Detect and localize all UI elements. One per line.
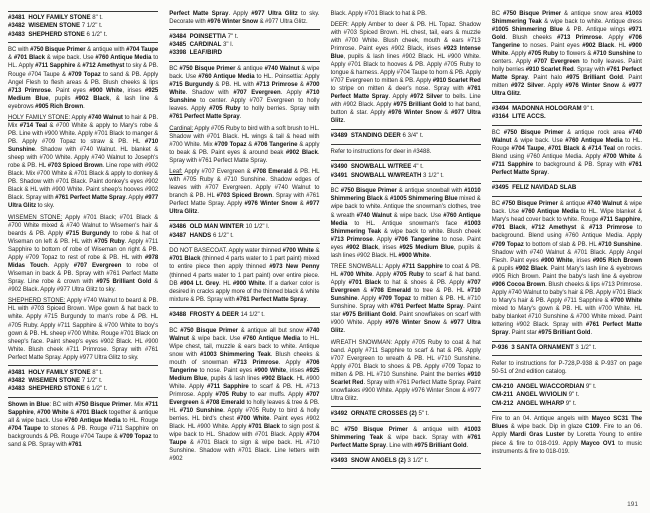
instruction-paragraph: Black. Apply #701 Black to hat & PB.	[330, 10, 427, 17]
instruction-paragraph: BC with #750 Bisque Primer & antique with #704 Taupe & #701 Black & wipe back. Use #760 Antique Media to HL. Apply #711 Sapphire & #712 Amethyst to sky & PB. Rouge #704 Taupe & #709 Topaz to sand & PB. Apply Angel Flesh to flesh areas & PB. Blush cheeks & lips #713 Primrose. Paint eyes #900 White, irises #925 Medium Blue, pupils #902 Black, & lash line & eyebrows #905 Rich Brown.	[8, 47, 159, 110]
item-header: #3491 SNOWBALL W/WREATH 3 1/2" t.	[330, 171, 444, 179]
item-header-block	[331, 160, 481, 184]
item-size: 9" t.	[568, 391, 580, 399]
instruction-paragraph: Shown in Blue: BC with #750 Bisque Primer. Mix #711 Sapphire, #700 White & #701 Black together & antique all & wipe back. Use #760 Antique Media to HL. Rouge #704 Taupe to stones & PB. Rouge #711 Sapphire on backgrounds & PB. Rouge #704 Taupe & #709 Topaz to sand & PB. Spray with #761	[8, 402, 159, 449]
item-header: #3482 WISEMEN STONE 7 1/2" t.	[8, 377, 103, 385]
instruction-paragraph: Fire to an 04. Antique angels with Mayco SC31 The Blues & wipe back. Dip in glaze C109. Fire to an 06. Apply Mardi Gras Luster by Loretta Young to entire piece & fire to 018-019. Apply Mayco OV1 to music instruments & fire to 018-019.	[491, 416, 642, 455]
item-size: 3" l.	[222, 40, 234, 48]
item-header: #3485 CARDINAL 3" l.	[169, 40, 234, 48]
instruction-paragraph: Leaf: Apply #707 Evergreen & #708 Emerald & PB. HL with #705 Ruby & #710 Sunshine. Shadow edges of leaves with #707 Evergreen. Apply #740 Walnut to branch & PB. HL #703 Spiced Brown. Spray with #761 Perfect Matte Spray. Apply #976 Winter Snow & #977 Ultra Glitz.	[169, 169, 320, 216]
instruction-paragraph: BC #750 Bisque Primer & antique rock area #740 Walnut & wipe back. Use #760 Antique Media to HL. Rouge #704 Taupe, #701 Black & #714 Teal on rocks. Blend using #760 Antique Media. Apply #700 White & #711 Sapphire to background & PB. Spray with #761 Perfect Matte Spray.	[491, 130, 642, 177]
item-header-block	[492, 181, 642, 197]
item-header: #3484 POINSETTIA 7" t.	[169, 32, 239, 40]
instruction-paragraph: Perfect Matte Spray. Apply #977 Ultra Glitz to sky. Decorate with #976 Winter Snow & #977 Ultra Glitz.	[169, 10, 320, 25]
item-size: 7" t.	[227, 32, 239, 40]
item-size: 8" t.	[92, 368, 103, 376]
text-column-3	[331, 7, 481, 509]
item-header: CM-211 ANGEL W/VIOLIN 9" t.	[491, 391, 580, 399]
instruction-paragraph: Refer to instructions for deer in #3488.	[330, 149, 432, 156]
item-size: 14 1/2" t.	[240, 310, 265, 318]
item-header: P-936 3 SANTA ORNAMENT 3 1/2" t.	[491, 344, 597, 352]
item-header-block	[492, 379, 642, 411]
instruction-paragraph: TREE SNOWBALL: Apply #711 Sapphire to coat & PB. HL #700 White. Apply #705 Ruby to scarf & hat band. Apply #701 Black to hat & shoes & PB. Apply #707 Evergreen & #708 Emerald to tree & PB. HL #710 Sunshine. Apply #709 Topaz to mitten & PB. HL #710 Sunshine. Spray with #761 Perfect Matte Spray. Paint star #975 Brilliant Gold. Paint snowflakes on scarf with #900 White. Apply #976 Winter Snow & #977 Ultra Glitz.	[330, 263, 481, 335]
item-header: #3483 SHEPHERD STONE 6 1/2" t.	[8, 385, 108, 393]
item-header: #3481 HOLY FAMILY STONE 8" t.	[8, 14, 103, 21]
item-size: 9" t.	[565, 399, 577, 407]
item-header: #3487 HANDS 6 1/2" t.	[169, 231, 234, 239]
item-header: #3481 HOLY FAMILY STONE 8" t.	[8, 368, 103, 376]
item-size: 3 1/2" t.	[407, 456, 429, 464]
item-header-block	[169, 220, 319, 244]
item-size: 8" t.	[92, 14, 103, 21]
item-size: 6 1/2" t.	[212, 231, 234, 239]
item-header-block	[492, 102, 642, 126]
instruction-paragraph: BC #750 Bisque Primer & antique all but snow #740 Walnut & wipe back. Use #760 Antique Media to HL. Wipe chest, tail, muzzle & ears back to white. Antique snow with #1003 Shimmering Teak. Blush cheeks & mouth of snowman #713 Primrose. Apply #706 Tangerine to nose. Paint eyes #900 White, irises #925 Medium Blue, pupils & lash lines #902 Black. HL #900 White. Apply #711 Sapphire to scarf & PB. HL #713 Primrose. Apply #705 Ruby to ear muffs. Apply #707 Evergreen & #708 Emerald to holly leaves & tree & PB. HL #710 Sunshine. Apply #705 Ruby to bird & holly berries. HL bird's chest #700 White. Paint eyes #902 Black. HL #900 White. Apply #701 Black to sign post & wipe back to HL. Shadow with #701 Black. Apply #704 Taupe & #701 Black to sign & wipe back. HL #710 Sunshine. Shadow with #701 Black. Line letters with #902	[169, 327, 320, 463]
item-size: 10 1/2" l.	[245, 223, 270, 231]
item-size: 6 1/2" t.	[86, 30, 108, 38]
item-header: #3490 SNOWBALL W/TREE 4" t.	[330, 163, 424, 171]
instruction-paragraph: BC #750 Bisque Primer & antique with #1003 Shimmering Teak & wipe back. Spray with #761 Perfect Matte Spray. Line with #975 Brilliant Gold.	[330, 426, 481, 449]
item-size: 3 1/2" t.	[423, 171, 444, 179]
page-number: 191	[627, 501, 638, 508]
text-column-1	[8, 7, 158, 509]
item-size: 7 1/2" t.	[81, 22, 103, 30]
instruction-paragraph: SHEPHERD STONE: Apply #740 Walnut to beard & PB. HL with #703 Spiced Brown. Wipe gown & hat back to white. Apply #715 Burgundy to man's robe & PB. HL #705 Ruby. Apply #711 Sapphire & #700 White to boy's gown & PB. HL sheep #700 White. Rouge #701 Black on sheep's face. Paint sheep's eyes #902 Black. HL #900 White. Blush cheek #711 Primrose. Spray with #761 Perfect Matte Spray. Apply #977 Ultra Glitz to sky.	[8, 298, 159, 361]
item-header: CM-212 ANGEL W/HARP 9" t.	[491, 399, 577, 407]
item-header-block	[8, 365, 158, 397]
instruction-paragraph: WISEMEN STONE: Apply #701 Black; #701 Black & #700 White mixed & #740 Walnut to Wisemen's hair & beards & PB. Apply #715 Burgundy to robe & hat of Wiseman on left & PB. HL with #705 Ruby. Apply #711 Sapphire to bottom of robe of Wiseman on right & PB. Apply #709 Topaz to rest of robe & PB. HL with #978 Midas Touch. Apply #707 Evergreen to robe of Wiseman in back & PB. Spray with #761 Perfect Matte Spray. Line robe & crown with #975 Brilliant Gold & #902 Black. Apply #977 Ultra Glitz to sky.	[8, 214, 159, 294]
item-size: 9" t.	[585, 382, 597, 390]
item-size: 6 1/2" t.	[86, 385, 108, 393]
item-header: #3482 WISEMEN STONE 7 1/2" t.	[8, 22, 103, 30]
item-header: CM-210 ANGEL W/ACCORDIAN 9" t.	[491, 382, 597, 390]
item-size: 3 1/2" t.	[575, 344, 597, 352]
instruction-paragraph: BC #750 Bisque Primer & antique snow area #1003 Shimmering Teak & wipe back to white. Antique dress #1005 Shimmering Blue & PB. Antique wings #971 Gold. Blush cheeks #713 Primrose. Apply #706 Tangerine to noses. Paint eyes #902 Black. HL #900 White. Apply #705 Ruby to flowers & #710 Sunshine to centers. Apply #707 Evergreen to holly leaves. Paint holly berries #910 Scarlet Red. Spray with #761 Perfect Matte Spray. Paint halo #975 Brilliant Gold. Paint mitten #972 Silver. Apply #976 Winter Snow & #977 Ultra Glitz.	[491, 10, 642, 98]
instruction-paragraph: DEER: Apply Amber to deer & PB. HL Topaz. Shadow with #703 Spiced Brown. HL chest, tail, ears & muzzle with #700 White. Blush cheek, mouth & ears #713 Primrose. Paint eyes #902 Black, irises #923 Intense Blue, pupils & lash lines #902 Black. HL #900 White. Apply #701 Black to hooves & PB. Apply #705 Ruby to tongue & harness. Apply #704 Taupe to horn & PB. Apply #707 Evergreen to mitten & PB. Apply #910 Scarlet Red to stripe on mitten & deer's nose. Spray with #761 Perfect Matte Spray. Apply #972 Silver to bells. Line with #902 Black. Apply #975 Brilliant Gold to hat band, button & star. Apply #976 Winter Snow & #977 Ultra Glitz.	[330, 21, 481, 125]
item-header: #3488 FROSTY & DEER 14 1/2" t.	[169, 310, 265, 318]
instruction-paragraph: Cardinal: Apply #705 Ruby to bird with a soft brush to HL. Shadow with #701 Black. HL wings & tail & head with #700 White. Mix #709 Topaz & #706 Tangerine & apply to beak & PB. Paint eyes & around beak #902 Black. Spray with #761 Perfect Matte Spray.	[169, 125, 320, 164]
instruction-paragraph: HOLY FAMILY STONE: Apply #740 Walnut to hair & PB. Mix #714 Teal & #700 White & apply to Mary's robe & PB. Line with #900 White. Apply #701 Black to manger & PB. Apply #709 Topaz to straw & PB. HL #710 Sunshine. Shadow with #740 Walnut. HL blanket & sheep with #700 White. Apply #740 Walnut to Joseph's robe & PB. HL #703 Spiced Brown. Line rope with #902 Black. Mix #700 White & #701 Black & apply to donkey & PB. Shadow with #701 Black. Paint donkey's eyes #902 Black & HL with #900 White. Paint sheep's hooves #902 Black. Spray with #761 Perfect Matte Spray. Apply #977 Ultra Glitz to sky.	[8, 114, 159, 210]
item-header-block	[331, 453, 481, 469]
text-column-4	[492, 7, 642, 509]
column-layout	[8, 7, 642, 509]
instruction-paragraph: BC #750 Bisque Primer & antique #740 Walnut & wipe back. Use #760 Antique Media to HL. Poinsettia: Apply #715 Burgundy & PB. HL with #713 Primrose & #700 White. Shadow with #707 Evergreen. Apply #710 Sunshine to center. Apply #707 Evergreen to holly leaves. Apply #705 Ruby to holly berries. Spray with #761 Perfect Matte Spray.	[169, 66, 320, 121]
item-header: #3164 LITE ACCS.	[491, 113, 546, 121]
item-header: #3493 SNOW ANGELS (2) 3 1/2" t.	[330, 456, 429, 464]
instruction-paragraph: Refer to instructions for P-728,P-938 & P-937 on page 50-51 of 2nd edition catalog.	[491, 360, 642, 375]
text-column-2	[169, 7, 319, 509]
item-header: #3398 LEAF/BIRD	[169, 49, 223, 57]
item-size: 6 3/4" t.	[402, 132, 424, 140]
instruction-paragraph: BC #750 Bisque Primer & antique snowball with #1010 Shimmering Black & #1005 Shimmering Blue mixed & wipe back to white. Antique the snowman's clothes, tree & wreath #740 Walnut & wipe back. Use #760 Antique Media to HL. Antique snowman's face #1003 Shimmering Teak & wipe back to white. Blush cheek #713 Primrose. Apply #706 Tangerine to nose. Paint eyes #902 Black, irises #925 Medium Blue, pupils & lash lines #902 Black. HL #900 White.	[330, 188, 481, 259]
item-header-block	[169, 29, 319, 61]
item-header: #3495 FELIZ NAVIDAD SLAB	[491, 184, 577, 192]
instruction-paragraph: DO NOT BASECOAT. Apply water thinned #700 White & #701 Black (thinned 4 parts water to 1 part paint) mixed to entire piece then apply thinned #973 New Penny (thinned 4 parts water to 1 part paint) over entire piece. DB #904 Lt. Grey. HL #900 White. If a darker color is desired in cracks apply more of the thinned black & white mixture & PB. Spray with #761 Perfect Matte Spray.	[169, 248, 320, 303]
item-header: #3492 ORNATE CROSSES (2) 5" t.	[330, 409, 430, 417]
item-header-block	[169, 307, 319, 323]
item-header-block	[331, 406, 481, 422]
item-header-block	[331, 129, 481, 145]
instruction-paragraph: BC #750 Bisque Primer & antique #740 Walnut & wipe back. Use #760 Antique Media to HL. Wipe blanket & Mary's head cover back to white. Rouge #711 Sapphire, #701 Black, #712 Amethyst & #713 Primrose to background. Blend using #760 Antique Media. Apply #709 Topaz to bottom of slab & PB. HL #710 Sunshine. Shadow with #740 Walnut & #701 Black. Apply Angel Flesh. Paint eyes #900 White, irises #905 Rich Brown & pupils #902 Black. Paint Mary's lash line & eyebrows #905 Rich Brown. Paint the baby's lash line & eyebrow #906 Cocoa Brown. Blush cheeks & lips #713 Primrose. Apply #740 Walnut to baby's hair & PB. Apply #701 Black to Mary's hair & PB. Apply #711 Sapphire & #700 White mixed to Mary's gown & PB. HL with #700 White. HL baby blanket #710 Sunshine & #700 White mixed. Paint lettering #902 Black. Spray with #761 Perfect Matte Spray. Paint star #975 Brilliant Gold.	[491, 201, 642, 337]
item-header: #3486 OLD MAN WINTER 10 1/2" l.	[169, 223, 270, 231]
instruction-paragraph: WREATH SNOWMAN: Apply #705 Ruby to coat & hat band. Apply #711 Sapphire to scarf & hat & PB. Apply #707 Evergreen to wreath & PB. HL #710 Sunshine. Apply #701 Black to shoes & PB. Apply #709 Topaz to mitten & PB. HL #710 Sunshine. Paint the berries #910 Scarlet Red. Spray with #761 Perfect Matte Spray. Paint snowflakes #900 White. Apply #976 Winter Snow & #977 Ultra Glitz.	[330, 339, 481, 402]
item-header-block	[492, 341, 642, 357]
item-size: 5" t.	[418, 409, 430, 417]
item-header-block	[8, 11, 158, 43]
item-header: #3483 SHEPHERD STONE 6 1/2" t.	[8, 30, 108, 38]
item-size: 7 1/2" t.	[81, 377, 103, 385]
item-size: 4" t.	[413, 163, 424, 171]
item-size: 9" t.	[583, 105, 594, 113]
item-header: #3489 STANDING DEER 6 3/4" t.	[330, 132, 424, 140]
item-header: #3494 MADONNA HOLOGRAM 9" t.	[491, 105, 594, 113]
